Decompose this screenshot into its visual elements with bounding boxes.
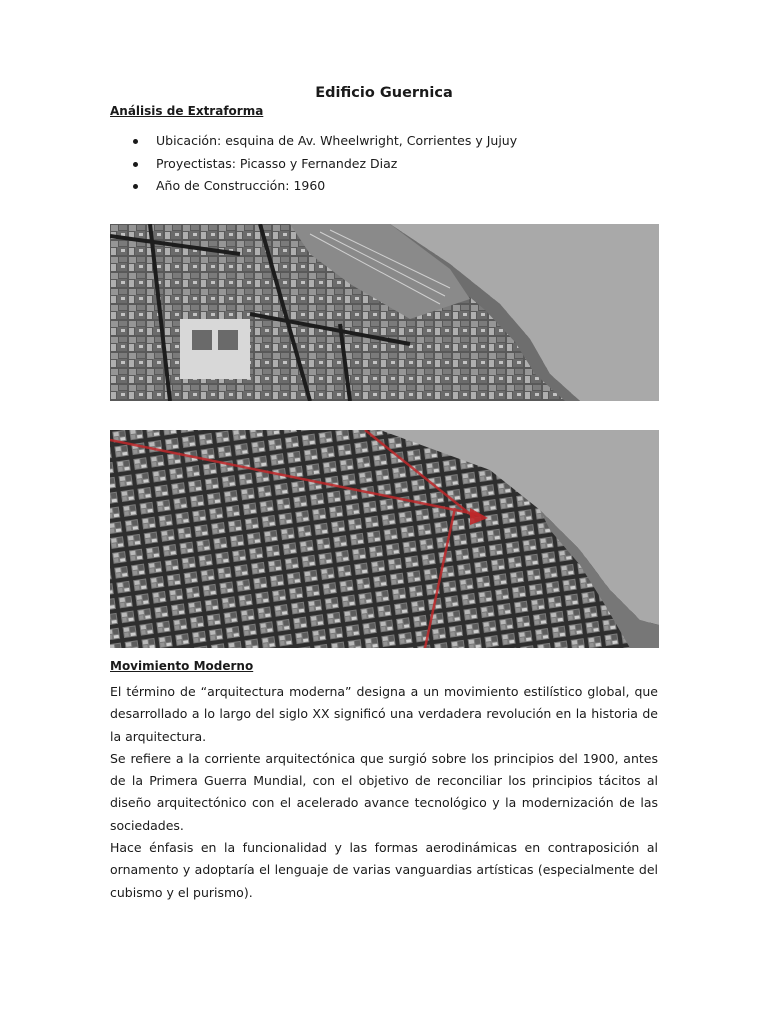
- list-item-designers: [110, 155, 517, 178]
- list-item-location: [110, 132, 517, 155]
- paragraph: El término de “arquitectura moderna” designa a un movimiento estilístico global, que desarrollado a lo largo del siglo XX significó una verdadera revolución en la historia de la arquitectura.: [110, 684, 658, 744]
- bullet-icon: [133, 184, 138, 189]
- project-info-list: [110, 132, 517, 200]
- bullet-icon: [133, 162, 138, 167]
- bullet-icon: [133, 139, 138, 144]
- list-item-text: Proyectistas: Picasso y Fernandez Diaz: [156, 155, 398, 171]
- list-item-text: Ubicación: esquina de Av. Wheelwright, Corrientes y Jujuy: [156, 133, 518, 148]
- paragraph: Se refiere a la corriente arquitectónica que surgió sobre los principios del 1900, antes de la Primera Guerra Mundial, con el objetivo de reconciliar los principios tácitos al diseño arquitectónico con el acelerado avance tecnológico y la modernización de las sociedades.: [110, 750, 658, 833]
- paragraph: Hace énfasis en la funcionalidad y las formas aerodinámicas en contraposición al ornamento y adoptaría el lenguaje de varias vanguardias artísticas (especialmente del cubismo y el purismo).: [110, 840, 658, 900]
- document-title: Edificio Guernica: [315, 85, 453, 101]
- aerial-city-image: [110, 430, 659, 648]
- list-item-text: Año de Construcción: 1960: [156, 178, 326, 193]
- list-item-year: [110, 177, 517, 200]
- aerial-closeup-image: [110, 224, 659, 401]
- movimiento-body: [110, 681, 658, 904]
- section-heading-extraforma: Análisis de Extraforma: [110, 104, 264, 118]
- section-heading-movimiento: Movimiento Moderno: [110, 659, 254, 673]
